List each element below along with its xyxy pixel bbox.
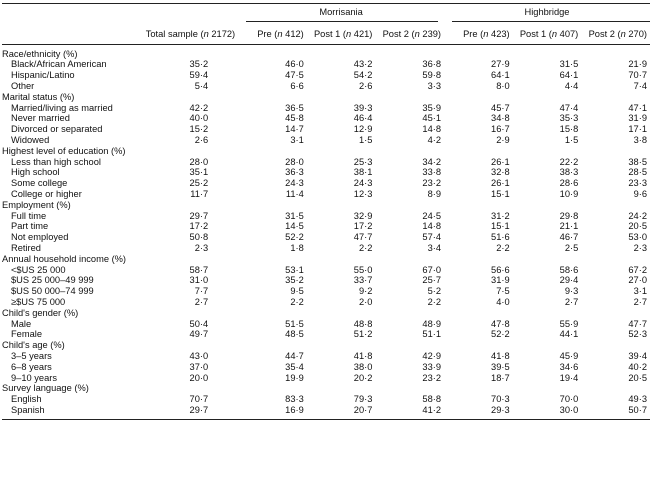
row-label: High school — [11, 167, 60, 178]
table-cell: 35·4 — [285, 361, 304, 372]
table-cell: 38·0 — [353, 361, 373, 372]
table-cell: 20·2 — [353, 372, 373, 383]
table-cell: 11·7 — [190, 188, 209, 199]
column-header-n: n — [483, 28, 489, 39]
table-cell: 48·9 — [422, 318, 442, 329]
table-cell: 25·2 — [189, 178, 209, 189]
table-cell: 42·9 — [422, 350, 442, 361]
table-cell: 9·6 — [633, 188, 647, 199]
column-header — [513, 26, 582, 44]
table-cell: 83·3 — [285, 394, 304, 405]
table-cell: 54·2 — [353, 70, 373, 81]
table-cell: 45·9 — [559, 350, 579, 361]
table-cell: 20·5 — [628, 372, 647, 383]
table-cell: 2·6 — [358, 80, 373, 91]
column-header-text: Pre ( — [257, 28, 278, 39]
column-header-text: Post 1 ( — [519, 28, 552, 39]
group-underline — [246, 21, 438, 22]
row-label: College or higher — [11, 188, 82, 199]
table-cell: 19·9 — [285, 372, 304, 383]
table-row — [2, 211, 650, 222]
table-row — [2, 135, 650, 146]
table-cell: 70·7 — [189, 394, 209, 405]
column-header — [307, 26, 376, 44]
table-cell: 9·3 — [564, 286, 579, 297]
column-header — [238, 26, 307, 44]
table-cell: 34·6 — [559, 361, 579, 372]
section-title: Employment (%) — [2, 199, 71, 210]
table-cell: 47·8 — [491, 318, 510, 329]
table-cell: 32·8 — [491, 167, 510, 178]
table-row — [2, 221, 650, 232]
group-label: Highbridge — [524, 7, 570, 17]
table-cell: 64·1 — [491, 70, 510, 81]
table-cell: 22·2 — [559, 156, 579, 167]
table-cell: 52·3 — [628, 329, 647, 340]
section-title: Highest level of education (%) — [2, 145, 126, 156]
table-cell: 20·5 — [628, 221, 647, 232]
table-cell: 48·5 — [285, 329, 304, 340]
table-row — [2, 113, 650, 124]
table-cell: 8·0 — [496, 80, 510, 91]
table-cell: 7·4 — [633, 80, 647, 91]
section-title: Child's age (%) — [2, 340, 65, 351]
section-row — [2, 44, 650, 59]
table-cell: 67·0 — [422, 264, 442, 275]
table-cell: 17·1 — [628, 124, 647, 135]
table-cell: 35·2 — [189, 59, 209, 70]
table-cell: 7·7 — [194, 286, 209, 297]
row-label: 9–10 years — [11, 372, 57, 383]
table-cell: 36·3 — [285, 167, 304, 178]
row-label: Other — [11, 80, 35, 91]
table-cell: 2·5 — [564, 242, 579, 253]
table-cell: 20·0 — [189, 372, 209, 383]
table-cell: 51·2 — [353, 329, 373, 340]
table-cell: 37·0 — [189, 361, 209, 372]
table-cell: 67·2 — [628, 264, 647, 275]
table-cell: 29·3 — [444, 405, 513, 419]
column-header-n: n — [551, 28, 558, 39]
table-cell: 2·2 — [496, 242, 510, 253]
table-cell: 14·7 — [285, 124, 304, 135]
table-row — [2, 189, 650, 200]
table-cell: 14·8 — [422, 221, 442, 232]
table-cell: 58·7 — [189, 264, 209, 275]
table-cell: 26·1 — [491, 156, 510, 167]
table-row — [2, 157, 650, 168]
table-cell: 2·2 — [290, 296, 304, 307]
row-label: Less than high school — [11, 156, 101, 167]
table-cell: 1·8 — [290, 242, 304, 253]
table-cell: 45·7 — [491, 102, 510, 113]
table-cell: 64·1 — [559, 70, 579, 81]
column-header-count: 239) — [419, 28, 442, 39]
table-cell: 53·1 — [285, 264, 304, 275]
table-cell: 47·5 — [285, 70, 304, 81]
table-cell: 33·8 — [422, 167, 442, 178]
table-cell: 23·2 — [422, 178, 442, 189]
table-cell: 28·0 — [189, 156, 209, 167]
table-cell: 5·2 — [427, 286, 442, 297]
row-label: Widowed — [11, 134, 50, 145]
table-cell: 70·0 — [559, 394, 579, 405]
table-cell: 2·9 — [496, 134, 510, 145]
row-label: $US 50 000–74 999 — [11, 286, 94, 297]
section-row — [2, 383, 650, 394]
column-header-count: 423) — [488, 28, 510, 39]
table-cell: 15·8 — [559, 124, 579, 135]
table-cell: 23·2 — [422, 372, 442, 383]
table-cell: 35·3 — [559, 113, 579, 124]
table-row — [2, 70, 650, 81]
table-cell: 14·5 — [285, 221, 304, 232]
table-cell: 31·9 — [628, 113, 647, 124]
section-row — [2, 146, 650, 157]
table-cell: 27·0 — [628, 275, 647, 286]
table-cell: 34·2 — [422, 156, 442, 167]
header-label-cell — [2, 26, 124, 44]
column-header-n: n — [346, 28, 352, 39]
table-cell: 12·3 — [353, 188, 373, 199]
table-header — [2, 4, 650, 45]
table-cell: 31·5 — [559, 59, 579, 70]
column-header — [375, 26, 444, 44]
table-cell: 2·2 — [427, 296, 442, 307]
table-cell: 2·7 — [564, 296, 579, 307]
table-cell: 46·4 — [353, 113, 373, 124]
table-cell: 17·2 — [353, 221, 373, 232]
table-cell: 41·8 — [353, 350, 373, 361]
column-header-text: Post 2 ( — [588, 28, 621, 39]
table-cell: 35·2 — [285, 275, 304, 286]
table-cell: 1·5 — [564, 134, 579, 145]
table-cell: 52·2 — [491, 329, 510, 340]
table-cell: 50·8 — [189, 232, 209, 243]
section-title: Race/ethnicity (%) — [2, 48, 78, 59]
table-cell: 33·7 — [353, 275, 373, 286]
column-header — [581, 26, 650, 44]
column-header-count: 270) — [625, 28, 647, 39]
table-cell: 2·7 — [633, 296, 647, 307]
table-cell: 19·4 — [559, 372, 579, 383]
row-label: Male — [11, 318, 32, 329]
column-header-count: 407) — [557, 28, 579, 39]
table-cell: 44·7 — [285, 350, 304, 361]
table-cell: 52·2 — [285, 232, 304, 243]
table-row — [2, 265, 650, 276]
table-cell: 36·8 — [422, 59, 442, 70]
table-cell: 24·3 — [285, 178, 304, 189]
table-cell: 15·2 — [189, 124, 209, 135]
table-cell: 41·2 — [375, 405, 444, 419]
column-header-n: n — [620, 28, 626, 39]
column-header-count: 412) — [282, 28, 304, 39]
table-cell: 39·4 — [628, 350, 647, 361]
row-label: <$US 25 000 — [11, 264, 66, 275]
column-header-count: 2172) — [208, 28, 236, 39]
table-cell: 35·9 — [422, 102, 442, 113]
table-cell: 58·8 — [422, 394, 442, 405]
table-row — [2, 286, 650, 297]
table-cell: 7·5 — [496, 286, 510, 297]
demographics-table — [2, 3, 650, 420]
table-cell: 38·5 — [628, 156, 647, 167]
table-cell: 56·6 — [491, 264, 510, 275]
section-row — [2, 200, 650, 211]
header-column-row — [2, 26, 650, 44]
row-label: Black/African American — [11, 59, 107, 70]
table-cell: 38·1 — [353, 167, 373, 178]
table-row — [2, 103, 650, 114]
table-cell: 15·1 — [491, 221, 510, 232]
table-cell: 70·7 — [628, 70, 647, 81]
column-header-text: Post 2 ( — [382, 28, 415, 39]
table-cell: 28·6 — [559, 178, 579, 189]
table-cell: 4·2 — [427, 134, 442, 145]
table-row — [2, 373, 650, 384]
table-cell: 28·0 — [285, 156, 304, 167]
column-header-count: 421) — [351, 28, 373, 39]
table-cell: 3·8 — [633, 134, 647, 145]
section-title: Survey language (%) — [2, 383, 89, 394]
table-cell: 9·2 — [358, 286, 373, 297]
table-cell: 27·9 — [491, 59, 510, 70]
table-cell: 10·9 — [559, 188, 579, 199]
table-row — [2, 81, 650, 92]
table-cell: 3·1 — [290, 134, 304, 145]
group-header-highbridge — [444, 4, 650, 26]
table-cell: 57·4 — [422, 232, 442, 243]
table-row — [2, 232, 650, 243]
table-cell: 70·3 — [491, 394, 510, 405]
table-cell: 35·1 — [189, 167, 209, 178]
table-cell: 47·4 — [559, 102, 579, 113]
section-row — [2, 254, 650, 265]
column-header-text: Post 1 ( — [313, 28, 347, 39]
section-title: Child's gender (%) — [2, 307, 79, 318]
header-blank — [2, 4, 238, 26]
table-cell: 34·8 — [491, 113, 510, 124]
table-cell: 50·4 — [189, 318, 209, 329]
table-cell: 2·7 — [194, 296, 209, 307]
table-cell: 8·9 — [427, 188, 442, 199]
table-cell: 3·4 — [427, 242, 442, 253]
table-row — [2, 329, 650, 340]
table-cell: 18·7 — [491, 372, 510, 383]
table-cell: 2·3 — [194, 242, 209, 253]
section-row — [2, 92, 650, 103]
table-cell: 46·0 — [285, 59, 304, 70]
table-cell: 14·8 — [422, 124, 442, 135]
row-label: Spanish — [2, 405, 124, 419]
table-cell: 15·1 — [491, 188, 510, 199]
table-cell: 30·0 — [513, 405, 582, 419]
column-header-n: n — [414, 28, 420, 39]
table-cell: 43·2 — [353, 59, 373, 70]
row-label: Hispanic/Latino — [11, 70, 75, 81]
table-cell: 29·7 — [189, 210, 209, 221]
table-row — [2, 275, 650, 286]
table-cell: 24·5 — [422, 210, 442, 221]
table-cell: 6·6 — [290, 80, 304, 91]
table-cell: 43·0 — [189, 350, 209, 361]
table-cell: 21·1 — [559, 221, 579, 232]
table-cell: 9·5 — [290, 286, 304, 297]
table-row — [2, 124, 650, 135]
row-label: 6–8 years — [11, 361, 52, 372]
table-cell: 3·1 — [633, 286, 647, 297]
table-cell: 31·0 — [189, 275, 209, 286]
header-group-row — [2, 4, 650, 26]
table-cell: 49·3 — [628, 394, 647, 405]
table-cell: 2·0 — [358, 296, 373, 307]
table-row — [2, 351, 650, 362]
table-cell: 51·6 — [491, 232, 510, 243]
table-row — [2, 243, 650, 254]
table-cell: 24·3 — [353, 178, 373, 189]
table-cell: 79·3 — [353, 394, 373, 405]
table-cell: 40·0 — [189, 113, 209, 124]
table-cell: 20·7 — [307, 405, 376, 419]
table-cell: 4·0 — [496, 296, 510, 307]
table-cell: 31·9 — [491, 275, 510, 286]
table-cell: 38·3 — [559, 167, 579, 178]
section-row — [2, 308, 650, 319]
table-body — [2, 44, 650, 419]
row-label: Divorced or separated — [11, 124, 103, 135]
table-cell: 50·7 — [581, 405, 650, 419]
table-cell: 32·9 — [353, 210, 373, 221]
table-cell: 25·3 — [353, 156, 373, 167]
table-cell: 16·9 — [238, 405, 307, 419]
table-cell: 25·7 — [422, 275, 442, 286]
column-header-n: n — [203, 28, 209, 39]
table-cell: 26·1 — [491, 178, 510, 189]
table-cell: 31·2 — [491, 210, 510, 221]
table-cell: 41·8 — [491, 350, 510, 361]
column-header — [124, 26, 238, 44]
table-cell: 59·8 — [422, 70, 442, 81]
table-cell: 55·9 — [559, 318, 579, 329]
section-title: Annual household income (%) — [2, 253, 127, 264]
table-cell: 16·7 — [491, 124, 510, 135]
table-row — [2, 394, 650, 405]
section-title: Marital status (%) — [2, 91, 75, 102]
table-cell: 21·9 — [628, 59, 647, 70]
table-cell: 44·1 — [559, 329, 579, 340]
table-cell: 5·4 — [194, 80, 209, 91]
table-row — [2, 297, 650, 308]
table-cell: 46·7 — [559, 232, 579, 243]
table-cell: 47·1 — [628, 102, 647, 113]
table-cell: 23·3 — [628, 178, 647, 189]
row-label: Retired — [11, 242, 41, 253]
column-header — [444, 26, 513, 44]
table-row — [2, 178, 650, 189]
table-cell: 45·8 — [285, 113, 304, 124]
table-cell: 39·5 — [491, 361, 510, 372]
table-cell: 47·7 — [628, 318, 647, 329]
table-cell: 29·8 — [559, 210, 579, 221]
row-label: Full time — [11, 210, 47, 221]
group-label: Morrisania — [319, 7, 363, 17]
group-header-morrisania — [238, 4, 444, 26]
group-underline — [452, 21, 650, 22]
row-label: ≥$US 75 000 — [11, 296, 66, 307]
section-row — [2, 340, 650, 351]
table-cell: 53·0 — [628, 232, 647, 243]
table-cell: 49·7 — [189, 329, 209, 340]
table-cell: 45·1 — [422, 113, 442, 124]
table-cell: 2·3 — [633, 242, 647, 253]
row-label: Some college — [11, 178, 68, 189]
table-cell: 31·5 — [285, 210, 304, 221]
table-cell: 17·2 — [189, 221, 209, 232]
table-cell: 58·6 — [559, 264, 579, 275]
row-label: Never married — [11, 113, 70, 124]
row-label: Not employed — [11, 232, 69, 243]
table-row — [2, 319, 650, 330]
table-cell: 48·8 — [353, 318, 373, 329]
table-cell: 51·1 — [422, 329, 442, 340]
table-cell: 1·5 — [358, 134, 373, 145]
row-label: English — [11, 394, 42, 405]
table-cell: 55·0 — [353, 264, 373, 275]
table-cell: 29·4 — [559, 275, 579, 286]
table-cell: 2·6 — [194, 134, 209, 145]
table-cell: 4·4 — [564, 80, 579, 91]
table-cell: 40·2 — [628, 361, 647, 372]
table-cell: 59·4 — [189, 70, 209, 81]
column-header-n: n — [277, 28, 283, 39]
table-cell: 11·4 — [285, 188, 304, 199]
row-label: $US 25 000–49 999 — [11, 275, 94, 286]
column-header-text: Total sample ( — [145, 28, 204, 39]
table-cell: 3·3 — [427, 80, 442, 91]
row-label: Part time — [11, 221, 49, 232]
column-header-text: Pre ( — [463, 28, 484, 39]
table-cell: 12·9 — [353, 124, 373, 135]
table-cell: 28·5 — [628, 167, 647, 178]
table-cell: 39·3 — [353, 102, 373, 113]
row-label: Female — [11, 329, 43, 340]
table-row — [2, 362, 650, 373]
table-cell: 29·7 — [124, 405, 238, 419]
table-cell: 47·7 — [353, 232, 373, 243]
row-label: Married/living as married — [11, 102, 113, 113]
table-cell: 2·2 — [358, 242, 373, 253]
table-cell: 33·9 — [422, 361, 442, 372]
table-row — [2, 405, 650, 419]
table-cell: 42·2 — [189, 102, 209, 113]
table-row — [2, 167, 650, 178]
table-row — [2, 59, 650, 70]
row-label: 3–5 years — [11, 350, 52, 361]
table-cell: 36·5 — [285, 102, 304, 113]
table-cell: 51·5 — [285, 318, 304, 329]
table-cell: 24·2 — [628, 210, 647, 221]
